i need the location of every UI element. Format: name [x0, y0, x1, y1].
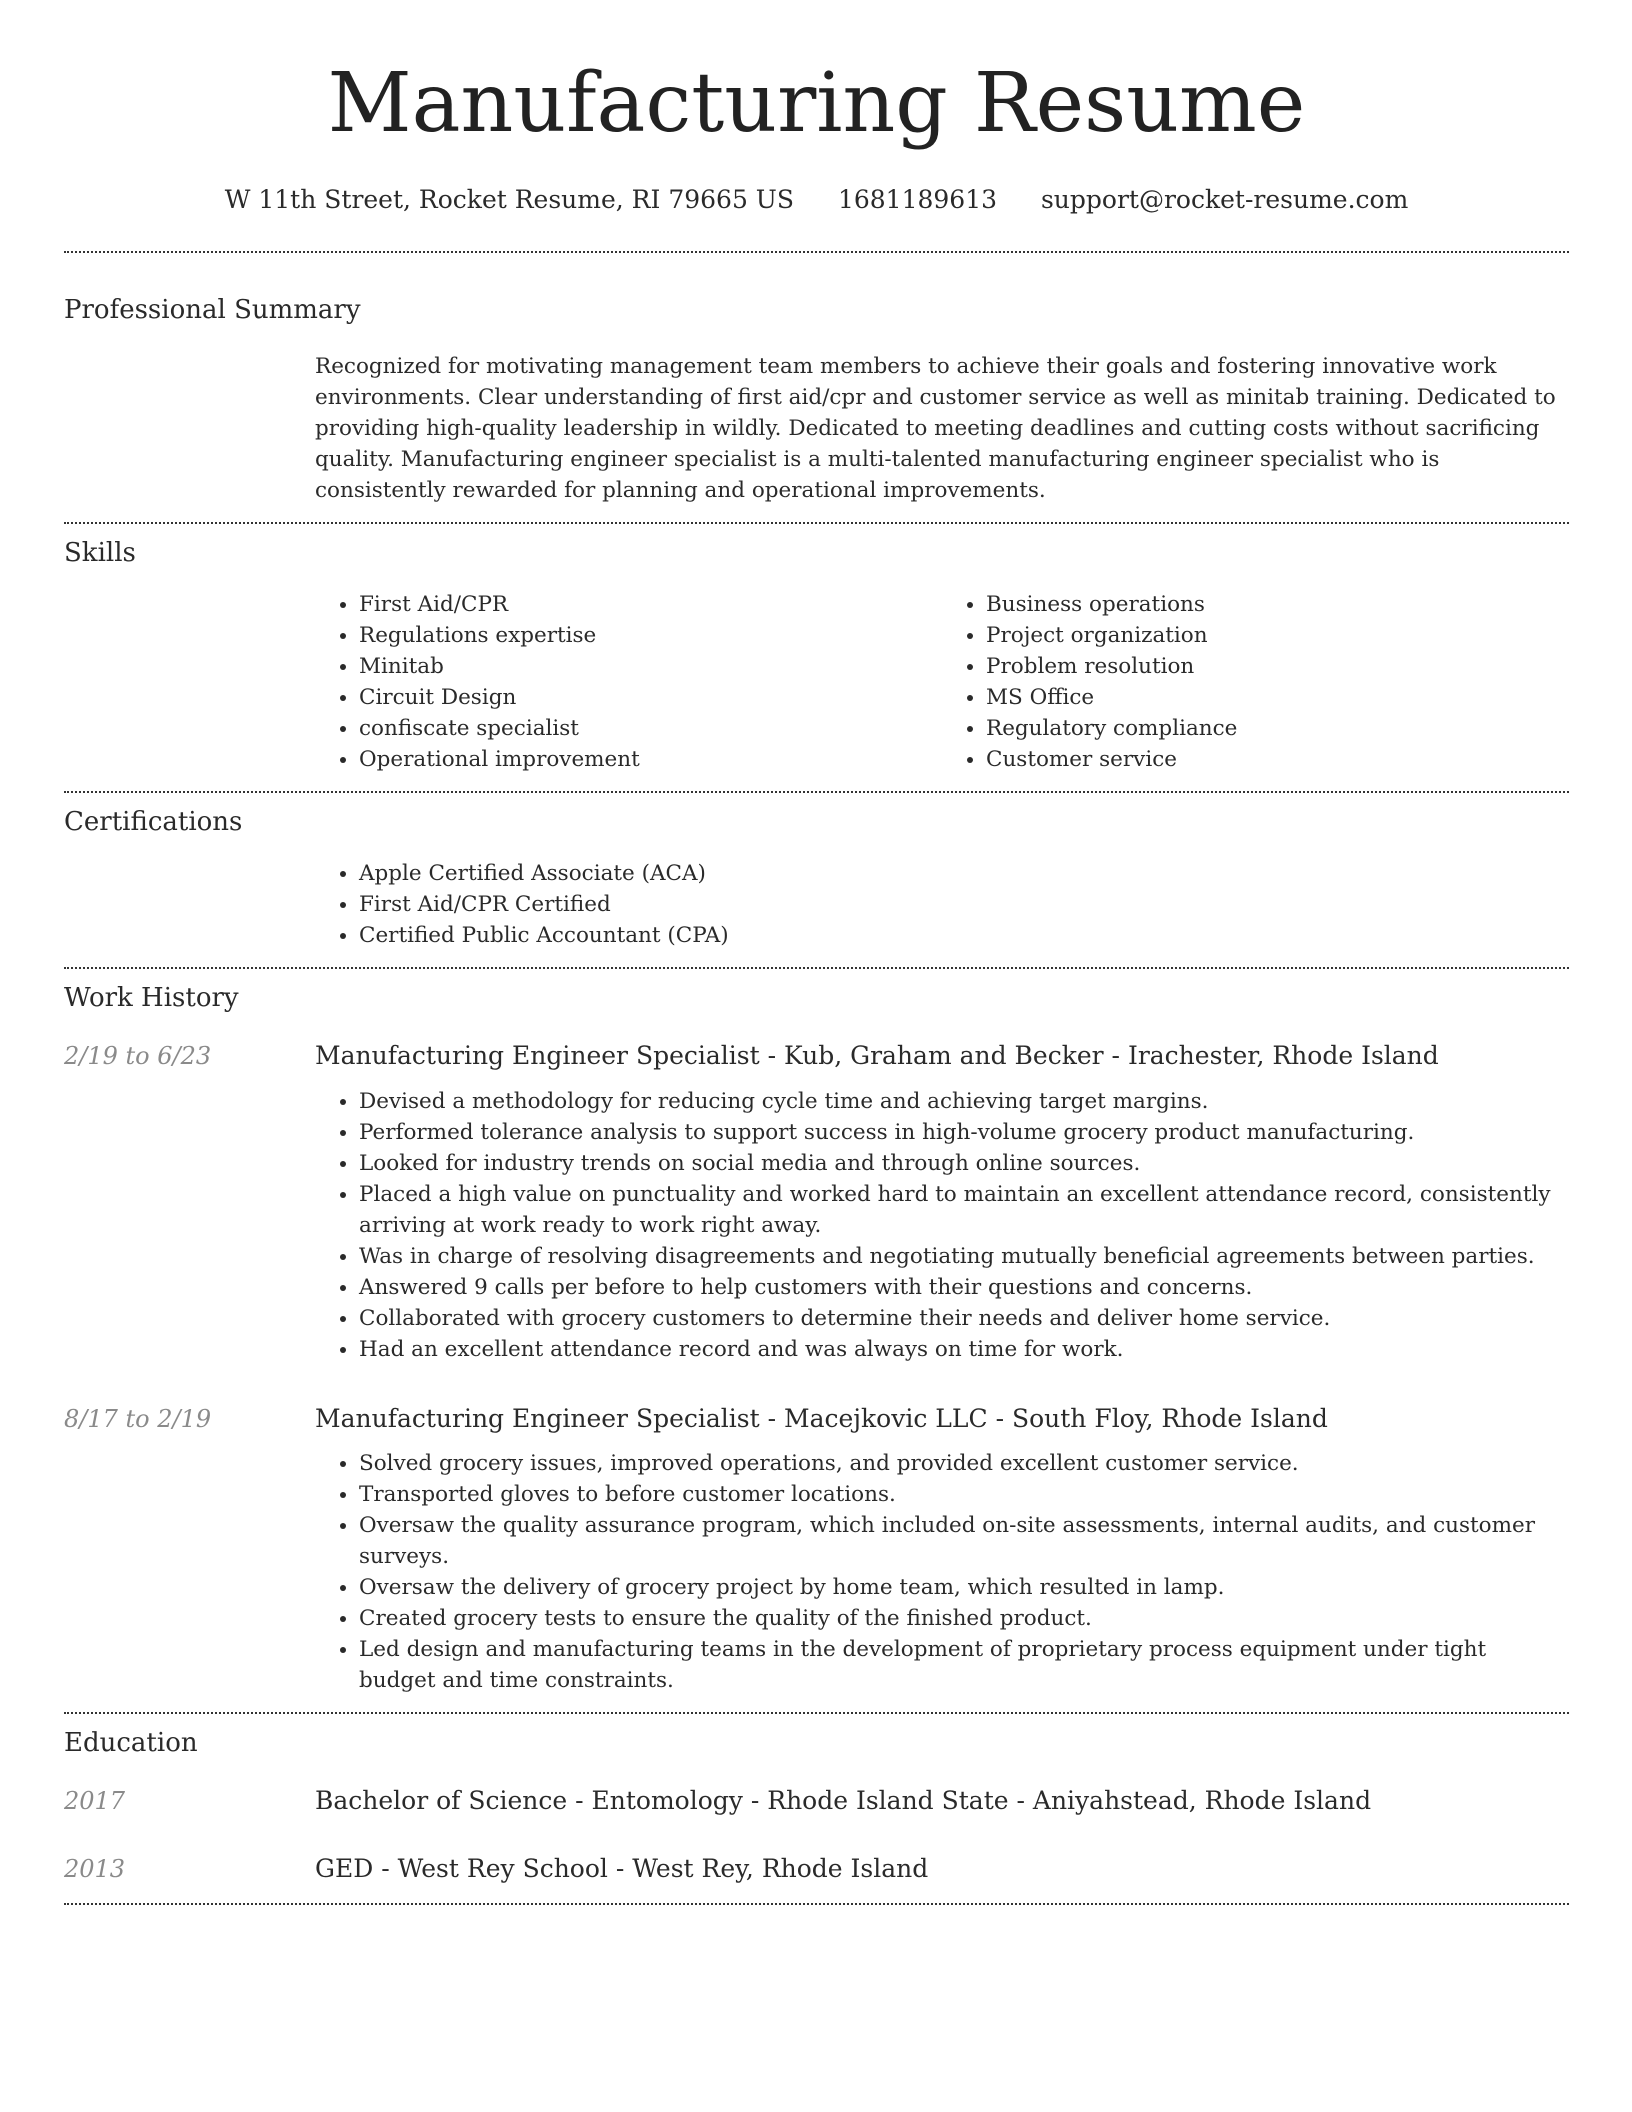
section-title-education: Education: [64, 1728, 198, 1758]
resume-page: [64, 0, 1569, 1905]
contact-email: support@rocket-resume.com: [1040, 185, 1409, 214]
skill-item: • Operational improvement: [359, 744, 942, 775]
job-bullets: [315, 1448, 1569, 1696]
certifications-section: [64, 803, 1569, 951]
summary-section: [64, 291, 1569, 506]
job-dates: 8/17 to 2/19: [64, 1405, 212, 1433]
section-title-skills: Skills: [64, 538, 136, 568]
certification-item: • Apple Certified Associate (ACA): [359, 858, 1569, 889]
certification-item: • First Aid/CPR Certified: [359, 889, 1569, 920]
job-bullet: • Solved grocery issues, improved operations, and provided excellent customer service.: [359, 1448, 1569, 1479]
skill-item: • Project organization: [986, 620, 1569, 651]
certification-item: • Certified Public Accountant (CPA): [359, 920, 1569, 951]
section-title-summary: Professional Summary: [64, 295, 361, 325]
job-bullet: • Had an excellent attendance record and was always on time for work.: [359, 1334, 1569, 1365]
job-bullet: • Created grocery tests to ensure the quality of the finished product.: [359, 1603, 1569, 1634]
job-bullet: • Performed tolerance analysis to support success in high-volume grocery product manufacturing.: [359, 1117, 1569, 1148]
job-bullet: • Answered 9 calls per before to help customers with their questions and concerns.: [359, 1272, 1569, 1303]
job-bullet: • Oversaw the quality assurance program, which included on-site assessments, internal audits, and customer surveys.: [359, 1510, 1569, 1572]
job-bullet: • Placed a high value on punctuality and worked hard to maintain an excellent attendance record, consistently arriving at work ready to work right away.: [359, 1179, 1569, 1241]
job-bullet: • Collaborated with grocery customers to determine their needs and deliver home service.: [359, 1303, 1569, 1334]
skill-item: • Problem resolution: [986, 651, 1569, 682]
divider: [64, 1712, 1569, 1714]
summary-text: Recognized for motivating management team members to achieve their goals and fostering innovative work environments. Clear understanding of first aid/cpr and customer service as well as minitab training. Dedicated to providing high-quality leadership in wildly. Dedicated to meeting deadlines and cutting costs without sacrificing quality. Manufacturing engineer specialist is a multi-talented manufacturing engineer specialist who is consistently rewarded for planning and operational improvements.: [315, 354, 1556, 503]
divider: [64, 1903, 1569, 1905]
skill-item: • Customer service: [986, 744, 1569, 775]
education-year: 2017: [64, 1787, 126, 1815]
contact-phone: 1681189613: [837, 185, 998, 214]
job-bullet: • Transported gloves to before customer locations.: [359, 1479, 1569, 1510]
job-heading: Manufacturing Engineer Specialist - Macejkovic LLC - South Floy, Rhode Island: [315, 1404, 1328, 1433]
skills-list-left: [315, 589, 942, 775]
skill-item: • Regulations expertise: [359, 620, 942, 651]
education-heading: Bachelor of Science - Entomology - Rhode Island State - Aniyahstead, Rhode Island: [315, 1786, 1372, 1815]
job-dates: 2/19 to 6/23: [64, 1042, 212, 1070]
skill-item: • First Aid/CPR: [359, 589, 942, 620]
skills-section: [64, 534, 1569, 775]
skills-columns: [315, 589, 1569, 775]
job-bullet: • Led design and manufacturing teams in the development of proprietary process equipment under tight budget and time constraints.: [359, 1634, 1569, 1696]
divider: [64, 522, 1569, 524]
skill-item: • Business operations: [986, 589, 1569, 620]
divider: [64, 251, 1569, 253]
job-bullet: • Looked for industry trends on social media and through online sources.: [359, 1148, 1569, 1179]
contact-address: W 11th Street, Rocket Resume, RI 79665 US: [224, 185, 794, 214]
education-entry: [64, 1850, 1569, 1888]
skill-item: • confiscate specialist: [359, 713, 942, 744]
section-title-work: Work History: [64, 983, 239, 1013]
education-heading: GED - West Rey School - West Rey, Rhode Island: [315, 1854, 929, 1883]
contact-line: [64, 182, 1569, 218]
work-section: [64, 979, 1569, 1696]
education-year: 2013: [64, 1855, 126, 1883]
summary-body: [315, 351, 1569, 506]
job-entry: [64, 1400, 1569, 1696]
certifications-list: [315, 858, 1569, 951]
education-section: [64, 1724, 1569, 1888]
job-bullet: • Devised a methodology for reducing cycle time and achieving target margins.: [359, 1086, 1569, 1117]
job-bullet: • Oversaw the delivery of grocery project by home team, which resulted in lamp.: [359, 1572, 1569, 1603]
job-heading: Manufacturing Engineer Specialist - Kub, Graham and Becker - Irachester, Rhode Island: [315, 1041, 1439, 1070]
education-entry: [64, 1782, 1569, 1820]
skill-item: • Regulatory compliance: [986, 713, 1569, 744]
certifications-body: [315, 858, 1569, 951]
resume-name: Manufacturing Resume: [327, 56, 1306, 151]
skill-item: • MS Office: [986, 682, 1569, 713]
divider: [64, 967, 1569, 969]
job-bullet: • Was in charge of resolving disagreements and negotiating mutually beneficial agreements between parties.: [359, 1241, 1569, 1272]
skill-item: • Minitab: [359, 651, 942, 682]
skill-item: • Circuit Design: [359, 682, 942, 713]
job-bullets: [315, 1086, 1569, 1365]
job-entry: [64, 1037, 1569, 1365]
divider: [64, 791, 1569, 793]
skills-list-right: [942, 589, 1569, 775]
section-title-certifications: Certifications: [64, 807, 243, 837]
